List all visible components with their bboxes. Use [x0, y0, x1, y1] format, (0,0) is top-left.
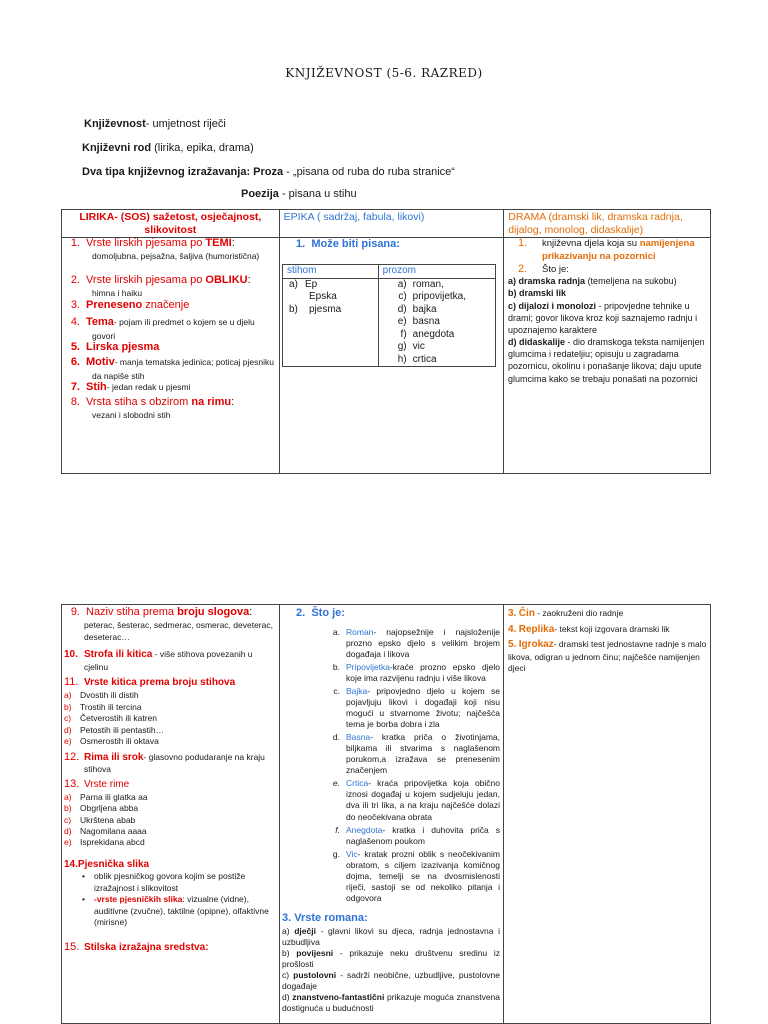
item-text: Petostih ili pentastih…	[80, 724, 165, 735]
item-keyword: Stih	[86, 381, 107, 393]
item-number: 4.	[70, 316, 80, 328]
item-keyword: na rimu	[191, 396, 232, 408]
lirika-item-2	[64, 274, 278, 299]
item-text: Vrste lirskih pjesama po	[86, 274, 206, 286]
epika-forms-table	[282, 264, 496, 367]
lirika-item-6	[64, 356, 278, 384]
item-number: 2.	[518, 262, 528, 275]
lirika-item-8	[64, 396, 278, 421]
item-mark: f)	[400, 328, 407, 340]
drama-block	[508, 237, 708, 385]
item-text: Ukrštena abab	[80, 814, 136, 825]
item-mark: c)	[398, 291, 407, 302]
intro-term: Poezija	[241, 188, 279, 200]
item-keyword: Igrokaz	[518, 639, 554, 650]
list-item	[389, 354, 491, 367]
lirika-item-1	[64, 237, 278, 262]
item-text: književna djela koja su	[542, 238, 640, 249]
epika-header: EPIKA ( sadržaj, fabula, likovi)	[279, 210, 504, 238]
list-item	[64, 702, 278, 713]
item-mark: b)	[508, 288, 519, 299]
item-mark: c)	[508, 300, 519, 311]
drama-def-c	[508, 300, 708, 336]
item-text: oblik pjesničkog govora kojim se postiže izražajnost i slikovitost	[94, 871, 246, 893]
item-sub: peterac, šesterac, sedmerac, osmerac, deveterac, deseterac…	[84, 619, 273, 642]
item-text: :	[249, 606, 253, 618]
lirika-item-12	[64, 750, 278, 776]
drama-p5	[508, 638, 708, 674]
item-mark: h)	[397, 353, 407, 365]
item-number: 13.	[64, 777, 80, 790]
item-number: 2.	[296, 607, 306, 619]
item-sub: vezani i slobodni stih	[92, 409, 171, 420]
list-item	[64, 690, 278, 701]
intro-def: (lirika, epika, drama)	[151, 142, 254, 154]
item-mark: g)	[397, 341, 407, 352]
item-text: Što je:	[542, 263, 569, 275]
item-text: značenje	[142, 299, 190, 311]
lirika-item-5	[64, 341, 278, 355]
item-text: Četverostih ili katren	[80, 713, 158, 724]
item-text: - zaokruženi dio radnje	[534, 608, 624, 618]
list-item	[389, 291, 491, 304]
lirika-item-4	[64, 316, 278, 344]
item-keyword: didaskalije	[519, 337, 566, 348]
item-mark: f.	[335, 824, 340, 835]
intro-def: - „pisana od ruba do ruba stranice“	[283, 166, 455, 178]
item-mark: c)	[282, 969, 294, 980]
drama-header: DRAMA (dramski lik, dramska radnja, dijalog, monolog, didaskalije)	[504, 210, 711, 238]
list-item	[332, 778, 500, 822]
item-text: - tekst koji izgovara dramski lik	[554, 623, 670, 634]
item-text: - pripovjedne tehnike u drami; govor likova kroz koji saznajemo radnju i upoznajemo karaktere	[508, 300, 698, 336]
inner-header-prozom: prozom	[378, 265, 495, 279]
item-text: pripovijetka,	[412, 291, 467, 302]
item-keyword: dijalozi i monolozi	[518, 300, 597, 311]
item-mark: e)	[397, 316, 407, 327]
item-mark: b)	[289, 303, 298, 315]
item-number: 1.	[296, 238, 306, 250]
item-mark: g.	[332, 848, 340, 859]
drama-p4	[508, 623, 708, 637]
intro-knjizevnost	[84, 118, 226, 132]
item-text: :	[247, 274, 251, 286]
item-mark: a)	[508, 276, 519, 287]
item-mark: e.	[332, 778, 340, 789]
item-keyword: Bajka	[346, 685, 368, 696]
item-number: 5.	[70, 341, 80, 353]
item-text: Obgrljena abba	[80, 803, 139, 814]
item-mark: c.	[333, 685, 340, 696]
intro-term: Književnost	[84, 118, 146, 130]
list-item: • -vrste pjesničkih slika: vizualne (vidne), auditivne (zvučne), taktilne (opipne), olfaktivne (mirisne)	[82, 894, 269, 928]
item-number: 3.	[508, 608, 517, 619]
item-text: Isprekidana abcd	[80, 837, 145, 848]
item-text: - više stihova povezanih u cjelinu	[84, 648, 253, 672]
item-keyword: Tema	[86, 316, 114, 328]
item-text: anegdota	[412, 328, 455, 340]
list-item	[389, 279, 491, 292]
intro-term: Dva tipa književnog izražavanja: Proza	[82, 166, 284, 178]
item-keyword: OBLIKU	[205, 274, 248, 286]
item-number: 10.	[64, 648, 78, 660]
lirika-header: LIRIKA- (SOS) sažetost, osječajnost, slikovitost	[62, 210, 280, 238]
item-mark: d.	[332, 732, 340, 743]
lirika-item-11	[64, 676, 278, 690]
item-mark: a)	[64, 791, 72, 802]
lirika-item-9	[64, 606, 278, 620]
item-number: 14.	[64, 858, 78, 870]
item-text: Nagomilana aaaa	[80, 825, 147, 836]
lirika-item-15	[64, 941, 278, 955]
lirika-item-7	[64, 381, 278, 395]
item-mark: b)	[282, 947, 297, 958]
item-text: Osmerostih ili oktava	[80, 736, 159, 747]
list-item	[333, 685, 500, 730]
item-keyword: Vic	[346, 848, 358, 859]
item-text: roman,	[412, 278, 444, 290]
item-keyword: dramski lik	[519, 288, 567, 299]
item-sub: himna i haiku	[92, 287, 143, 298]
item-keyword: Roman	[346, 626, 374, 637]
item-text: - prikazuje neku društvenu sredinu iz prošlosti	[282, 947, 501, 969]
list-item	[289, 291, 374, 316]
item-mark: c)	[64, 713, 72, 724]
list-item	[389, 304, 491, 317]
lirika-item-13	[64, 778, 278, 792]
item-text: -kraće prozno epsko djelo koje ima razvijenu radnju i više likova	[346, 661, 500, 683]
intro-rod	[82, 142, 254, 156]
item-mark: b)	[64, 701, 72, 712]
item-text: :	[205, 941, 209, 953]
item-mark: b)	[64, 803, 72, 814]
item-mark: a)	[64, 690, 72, 701]
item-mark: e)	[64, 736, 72, 747]
romani-list	[282, 926, 500, 1014]
item-text: Epska pjesma	[309, 291, 342, 315]
item-mark: a)	[282, 925, 295, 936]
intro-def: - pisana u stihu	[278, 188, 357, 200]
item-text: - manja tematska jedinica; poticaj pjesniku da napiše stih	[92, 357, 274, 381]
item-text: - jedan redak u pjesmi	[106, 382, 191, 392]
item-mark: c)	[64, 814, 72, 825]
epika-defs	[282, 627, 500, 904]
item-text: :	[231, 237, 235, 249]
item-keyword: Čin	[518, 608, 535, 619]
item-keyword: Preneseno	[86, 299, 143, 311]
list-item	[282, 948, 500, 970]
item-text: Vrste lirskih pjesama po	[86, 237, 206, 249]
drama-p3	[508, 607, 708, 621]
item-keyword: Što je:	[311, 607, 345, 619]
list-item	[64, 713, 278, 724]
item-text: - kratak prozni oblik s neočekivanim obratom, s ciljem izazivanja komičnog dojma, temelji se na dvosmislenosti riječi, sastoji se od nekoliko pitanja i odgovora	[346, 848, 500, 903]
intro-term: Književni rod	[82, 142, 152, 154]
item-keyword: namijenjena prikazivanju na pozornici	[542, 238, 695, 262]
item-keyword: povijesni	[296, 947, 334, 958]
item-keyword: Basna	[346, 732, 371, 743]
epika-q1	[296, 238, 400, 252]
epika-q2	[282, 607, 500, 621]
item-text: - pripovjedno djelo u kojem se pojavljuju likovi i događaji koji nisu mogući u stvarnome životu; najčešća tema je borba dobra i zla	[346, 685, 500, 730]
item-text: crtica	[412, 353, 437, 365]
item-mark: d)	[64, 825, 72, 836]
item-keyword: Lirska pjesma	[86, 341, 160, 353]
page-title: KNJIŽEVNOST (5-6. RAZRED)	[285, 66, 483, 80]
item-text: - glasovno podudaranje na kraju stihova	[84, 751, 265, 775]
item-keyword: broju slogova	[177, 606, 250, 618]
drama-p2	[508, 263, 708, 277]
item-keyword: -vrste pjesničkih slika	[94, 894, 183, 905]
item-text: Parna ili glatka aa	[80, 791, 148, 802]
stihom-list	[283, 278, 379, 367]
list-item	[64, 837, 278, 848]
item-number: 3.	[282, 911, 292, 924]
list-item	[389, 316, 491, 329]
item-number: 3.	[70, 299, 80, 311]
prozom-list	[378, 278, 495, 367]
item-keyword: pustolovni	[293, 969, 337, 980]
drama-def-b	[508, 288, 708, 300]
item-text: :	[231, 396, 235, 408]
item-mark: a)	[397, 278, 407, 290]
item-keyword: Vrste rime	[84, 778, 130, 790]
intro-poezija	[241, 188, 357, 202]
list-item	[64, 736, 278, 747]
item-number: 9.	[70, 606, 80, 618]
item-mark: a)	[289, 278, 298, 290]
list-item	[64, 803, 278, 814]
item-text: - pojam ili predmet o kojem se u djelu govori	[92, 317, 255, 341]
item-sub: domoljubna, pejsažna, šaljiva (humoristična)	[92, 250, 260, 261]
item-keyword: Vrste kitica prema broju stihova	[84, 677, 236, 689]
item-mark: d)	[64, 724, 72, 735]
item-keyword: Može biti pisana:	[311, 238, 400, 250]
item-text: Naziv stiha prema	[86, 606, 178, 618]
item-number: 1.	[70, 237, 80, 249]
list-item	[389, 341, 491, 354]
list-item	[64, 792, 278, 803]
rime-list	[64, 792, 278, 849]
item-number: 5.	[508, 639, 517, 650]
item-mark: d)	[508, 337, 519, 348]
list-item	[289, 279, 374, 292]
item-keyword: dječji	[294, 925, 316, 936]
inner-header-stihom: stihom	[283, 265, 379, 279]
item-text: Ep	[305, 278, 318, 290]
item-keyword: Pripovijetka	[346, 661, 390, 672]
list-item	[332, 732, 500, 776]
kitice-list	[64, 690, 278, 747]
item-keyword: Rima ili srok	[84, 751, 144, 763]
list-item	[335, 824, 500, 847]
list-item	[389, 329, 491, 342]
item-number: 8.	[70, 396, 80, 408]
list-item: • oblik pjesničkog govora kojim se postiže izražajnost i slikovitost	[82, 871, 246, 893]
item-number: 2.	[70, 274, 80, 286]
epika-q3	[282, 912, 500, 926]
list-item	[332, 848, 500, 904]
item-keyword: Crtica	[346, 778, 369, 789]
item-keyword: Pjesnička slika	[77, 858, 150, 870]
list-item	[64, 826, 278, 837]
list-item	[282, 926, 500, 948]
list-item	[282, 992, 500, 1014]
item-number: 12.	[64, 750, 80, 763]
item-text: - kratka i duhovita priča s naglašenom poukom	[346, 824, 500, 846]
item-text: Vrsta stiha s obzirom	[86, 396, 192, 408]
list-item	[332, 661, 500, 684]
lirika-block-2	[64, 606, 278, 955]
item-number: 1.	[518, 237, 528, 249]
list-item	[64, 815, 278, 826]
intro-dva-tipa	[82, 166, 455, 180]
item-keyword: Stilska izražajna sredstva	[84, 941, 206, 953]
item-keyword: Replika	[518, 623, 555, 635]
list-item	[332, 626, 500, 660]
lirika-item-14	[64, 859, 278, 872]
item-text: (temeljena na sukobu)	[585, 276, 677, 287]
drama-block-2	[508, 607, 708, 674]
item-keyword: TEMI	[205, 237, 232, 249]
list-item	[282, 970, 500, 992]
item-text: basna	[412, 316, 440, 327]
list-item	[64, 725, 278, 736]
item-keyword: Motiv	[86, 356, 115, 368]
intro-def: - umjetnost riječi	[145, 118, 226, 130]
item-number: 15.	[64, 940, 80, 953]
item-text: prikazuje moguća znanstvena dostignuća u budućnosti	[282, 991, 500, 1013]
lirika-item-10	[64, 648, 278, 674]
item-number: 6.	[70, 356, 80, 368]
drama-p1	[508, 237, 708, 263]
item-mark: d)	[397, 303, 407, 315]
item-keyword: Strofa ili kitica	[84, 648, 153, 660]
item-number: 4.	[508, 623, 517, 635]
item-text: - dramski test jednostavne radnje s malo likova, odigran u jednom činu; najčešće namijenjen djeci	[508, 639, 707, 673]
item-text: Trostih ili tercina	[80, 701, 142, 712]
item-text: - dio dramskoga teksta namijenjen glumcima i redateljiu; opisuju u zagradama pozornicu, okolinu i ponašanje likova; daju upute glumcima kako se trebaju ponašati na pozornici	[508, 337, 705, 384]
item-text: - kraća pripovijetka koja obično iznosi događaj u kojem sudjeluju jedan, dva ili tri lika, a na kraju najčešće dolazi do neočekivana obrata	[346, 778, 500, 822]
item-mark: b.	[332, 661, 340, 672]
item-text: bajka	[412, 303, 437, 315]
item-text: vic	[412, 341, 425, 352]
item-keyword: Vrste romana:	[294, 911, 368, 924]
item-text: Dvostih ili distih	[80, 690, 139, 701]
item-text: - glavni likovi su djeca, radnja jednostavna i uzbudljiva	[282, 925, 501, 947]
item-keyword: dramska radnja	[518, 276, 586, 287]
item-mark: e)	[64, 837, 72, 848]
drama-def-d	[508, 336, 708, 385]
item-mark: a.	[332, 626, 340, 637]
lirika-item-3	[64, 299, 278, 313]
epika-block-2	[282, 607, 500, 1014]
item-keyword: znanstveno-fantastični	[292, 991, 385, 1002]
item-mark: d)	[282, 991, 293, 1002]
drama-def-a	[508, 276, 708, 288]
item-text: : vizualne (vidne), auditivne (zvučne), taktilne (opipne), olfaktivne (mirisne)	[94, 894, 269, 928]
item-number: 11.	[64, 676, 79, 689]
item-number: 7.	[70, 381, 80, 393]
item-text: - sadrži neobične, uzbudljive, pustolovne događaje	[282, 969, 501, 991]
item-text: - najopsežnije i najsloženije prozno epsko djelo s velikim brojem događaja i likova	[346, 626, 500, 659]
item-keyword: Anegdota	[346, 824, 383, 835]
item-text: - kratka priča o životinjama, biljkama ili stvarima s naglašenom porukom,a izražava se prenesenim značenjem	[346, 732, 500, 776]
